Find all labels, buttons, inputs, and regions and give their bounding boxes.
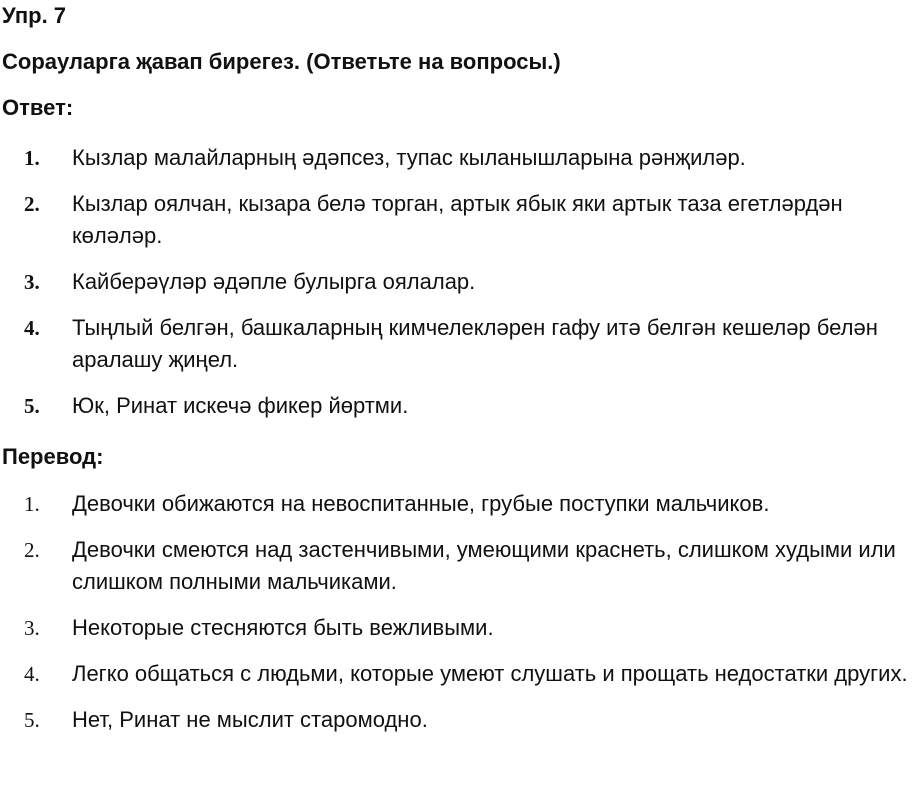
- translation-item-number: 5.: [24, 708, 40, 732]
- answer-item-text: Кызлар малайларның әдәпсез, тупас кыланышларына рәнҗиләр.: [72, 145, 746, 170]
- translation-item-text: Девочки обижаются на невоспитанные, грубые поступки мальчиков.: [72, 491, 770, 516]
- translation-item: [0, 488, 919, 520]
- answer-item: [0, 390, 919, 422]
- translation-item: [0, 704, 919, 736]
- translation-item: [0, 534, 919, 598]
- translation-item: [0, 612, 919, 644]
- answer-item: [0, 142, 919, 174]
- exercise-title: Упр. 7: [2, 3, 67, 28]
- answer-item: [0, 266, 919, 298]
- translation-item-number: 4.: [24, 662, 40, 686]
- answer-item-text: Кызлар оялчан, кызара белә торган, артык ябык яки артык таза егетләрдән көләләр.: [72, 191, 843, 248]
- answer-item-number: 1.: [24, 146, 40, 170]
- answer-item-text: Кайберәүләр әдәпле булырга оялалар.: [72, 269, 476, 294]
- answer-item-number: 2.: [24, 192, 40, 216]
- translation-item-text: Некоторые стесняются быть вежливыми.: [72, 615, 494, 640]
- translation-item-number: 3.: [24, 616, 40, 640]
- translation-list: [0, 488, 919, 736]
- translation-item-text: Девочки смеются над застенчивыми, умеющими краснеть, слишком худыми или слишком полными мальчиками.: [72, 537, 896, 594]
- answer-item-number: 5.: [24, 394, 40, 418]
- answer-item: [0, 188, 919, 252]
- translation-item-number: 1.: [24, 492, 40, 516]
- answer-list: [0, 142, 919, 422]
- task-instruction: Сорауларга җавап бирегез. (Ответьте на вопросы.): [2, 49, 561, 74]
- answer-item-text: Юк, Ринат искечә фикер йөртми.: [72, 393, 409, 418]
- answer-item-number: 4.: [24, 316, 40, 340]
- translation-item-text: Легко общаться с людьми, которые умеют слушать и прощать недостатки других.: [72, 661, 908, 686]
- answer-item: [0, 312, 919, 376]
- answer-item-text: Тыңлый белгән, башкаларның кимчелекләрен гафу итә белгән кешеләр белән аралашу җиңел.: [72, 315, 878, 372]
- translation-item: [0, 658, 919, 690]
- translation-item-number: 2.: [24, 538, 40, 562]
- translation-heading: Перевод:: [2, 444, 104, 469]
- answer-item-number: 3.: [24, 270, 40, 294]
- answer-heading: Ответ:: [2, 95, 74, 120]
- translation-item-text: Нет, Ринат не мыслит старомодно.: [72, 707, 428, 732]
